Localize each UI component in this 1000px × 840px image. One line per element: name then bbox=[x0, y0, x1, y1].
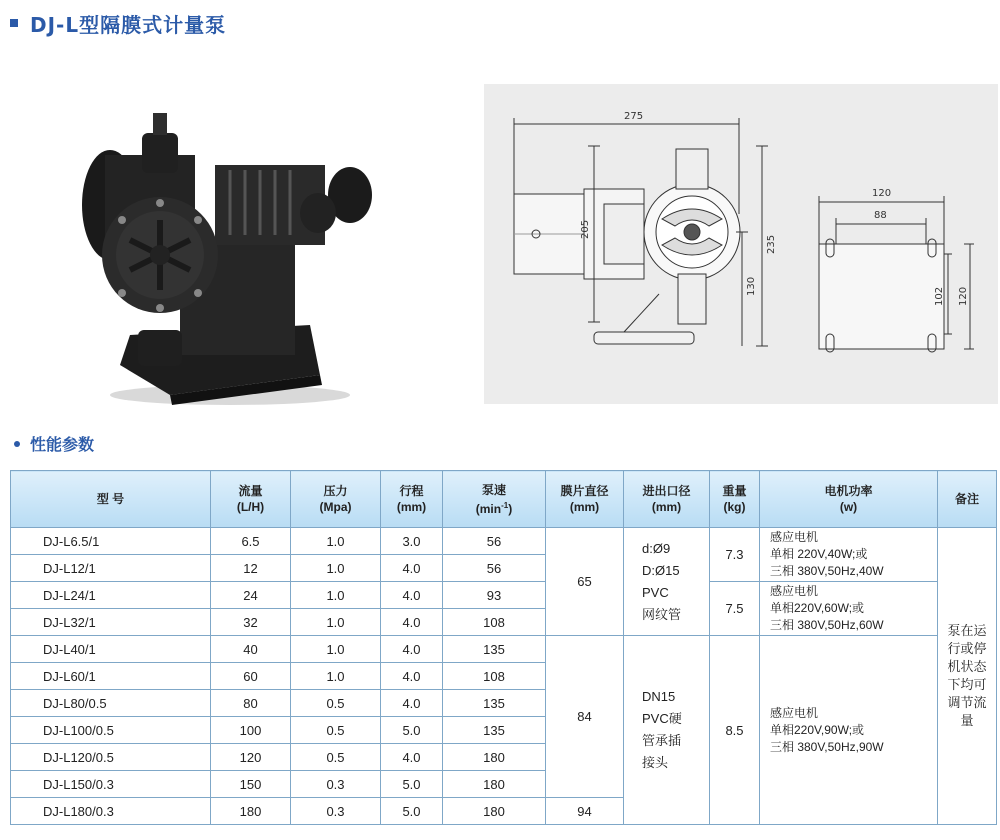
cell-motor: 感应电机 单相220V,90W;或 三相 380V,50Hz,90W bbox=[760, 636, 938, 825]
cell-pressure: 0.5 bbox=[291, 717, 381, 744]
cell-diaphragm: 94 bbox=[546, 798, 624, 825]
dim-205: 205 bbox=[580, 219, 591, 239]
cell-speed: 56 bbox=[443, 555, 546, 582]
cell-flow: 32 bbox=[211, 609, 291, 636]
cell-speed: 135 bbox=[443, 636, 546, 663]
cell-model: DJ-L100/0.5 bbox=[11, 717, 211, 744]
cell-stroke: 4.0 bbox=[381, 609, 443, 636]
cell-speed: 93 bbox=[443, 582, 546, 609]
cell-diaphragm: 65 bbox=[546, 528, 624, 636]
cell-pressure: 0.5 bbox=[291, 744, 381, 771]
cell-stroke: 3.0 bbox=[381, 528, 443, 555]
cell-stroke: 4.0 bbox=[381, 663, 443, 690]
section-label: 性能参数 bbox=[30, 435, 95, 454]
cell-pressure: 1.0 bbox=[291, 555, 381, 582]
cell-model: DJ-L120/0.5 bbox=[11, 744, 211, 771]
header-stroke: 行程 (mm) bbox=[381, 471, 443, 528]
header-model: 型 号 bbox=[11, 471, 211, 528]
cell-model: DJ-L150/0.3 bbox=[11, 771, 211, 798]
table-row bbox=[11, 528, 997, 555]
header-speed: 泵速 $(\min^{-1})$ bbox=[443, 471, 546, 528]
dim-88: 88 bbox=[874, 210, 887, 221]
dim-120-top: 120 bbox=[872, 188, 892, 199]
cell-model: DJ-L80/0.5 bbox=[11, 690, 211, 717]
table-header-row bbox=[11, 471, 997, 528]
cell-flow: 12 bbox=[211, 555, 291, 582]
header-port: 进出口径 (mm) bbox=[624, 471, 710, 528]
cell-diaphragm: 84 bbox=[546, 636, 624, 798]
page-header bbox=[10, 8, 226, 38]
cell-stroke: 5.0 bbox=[381, 798, 443, 825]
cell-model: DJ-L180/0.3 bbox=[11, 798, 211, 825]
dim-275: 275 bbox=[624, 111, 644, 122]
cell-model: DJ-L60/1 bbox=[11, 663, 211, 690]
cell-pressure: 0.3 bbox=[291, 771, 381, 798]
title-bullet bbox=[10, 19, 18, 27]
cell-speed: 108 bbox=[443, 609, 546, 636]
cell-port: DN15 PVC硬 管承插 接头 bbox=[624, 636, 710, 825]
cell-pressure: 1.0 bbox=[291, 528, 381, 555]
dimension-drawing bbox=[484, 84, 998, 404]
cell-pressure: 1.0 bbox=[291, 582, 381, 609]
cell-stroke: 4.0 bbox=[381, 636, 443, 663]
cell-weight: 7.5 bbox=[710, 582, 760, 636]
cell-motor: 感应电机 单相220V,60W;或 三相 380V,50Hz,60W bbox=[760, 582, 938, 636]
header-diaphragm: 膜片直径 (mm) bbox=[546, 471, 624, 528]
header-pressure: 压力 (Mpa) bbox=[291, 471, 381, 528]
cell-stroke: 5.0 bbox=[381, 717, 443, 744]
header-note: 备注 bbox=[938, 471, 997, 528]
cell-model: DJ-L32/1 bbox=[11, 609, 211, 636]
cell-port: d:Ø9 D:Ø15 PVC 网纹管 bbox=[624, 528, 710, 636]
cell-flow: 100 bbox=[211, 717, 291, 744]
cell-model: DJ-L6.5/1 bbox=[11, 528, 211, 555]
cell-model: DJ-L24/1 bbox=[11, 582, 211, 609]
table-row bbox=[11, 582, 997, 609]
cell-speed: 108 bbox=[443, 663, 546, 690]
cell-flow: 150 bbox=[211, 771, 291, 798]
cell-stroke: 5.0 bbox=[381, 771, 443, 798]
cell-flow: 60 bbox=[211, 663, 291, 690]
header-motor: 电机功率 (w) bbox=[760, 471, 938, 528]
dim-130: 130 bbox=[746, 276, 757, 296]
cell-flow: 80 bbox=[211, 690, 291, 717]
cell-stroke: 4.0 bbox=[381, 744, 443, 771]
cell-flow: 40 bbox=[211, 636, 291, 663]
cell-pressure: 0.3 bbox=[291, 798, 381, 825]
cell-speed: 135 bbox=[443, 717, 546, 744]
page-title: DJ-L型隔膜式计量泵 bbox=[30, 12, 227, 37]
cell-weight: 7.3 bbox=[710, 528, 760, 582]
cell-speed: 180 bbox=[443, 771, 546, 798]
dim-120-side: 120 bbox=[958, 286, 969, 306]
pump-photo bbox=[60, 95, 390, 415]
cell-speed: 135 bbox=[443, 690, 546, 717]
cell-pressure: 1.0 bbox=[291, 663, 381, 690]
cell-pressure: 0.5 bbox=[291, 690, 381, 717]
cell-model: DJ-L12/1 bbox=[11, 555, 211, 582]
dim-235: 235 bbox=[766, 234, 777, 254]
section-bullet bbox=[14, 441, 20, 447]
dim-102: 102 bbox=[934, 286, 945, 306]
cell-flow: 6.5 bbox=[211, 528, 291, 555]
cell-flow: 24 bbox=[211, 582, 291, 609]
cell-motor: 感应电机 单相 220V,40W;或 三相 380V,50Hz,40W bbox=[760, 528, 938, 582]
performance-table bbox=[10, 470, 997, 825]
cell-pressure: 1.0 bbox=[291, 609, 381, 636]
section-heading bbox=[14, 432, 94, 455]
cell-flow: 180 bbox=[211, 798, 291, 825]
cell-stroke: 4.0 bbox=[381, 555, 443, 582]
table-row bbox=[11, 636, 997, 663]
cell-stroke: 4.0 bbox=[381, 582, 443, 609]
cell-model: DJ-L40/1 bbox=[11, 636, 211, 663]
cell-flow: 120 bbox=[211, 744, 291, 771]
cell-stroke: 4.0 bbox=[381, 690, 443, 717]
header-flow: 流量 (L/H) bbox=[211, 471, 291, 528]
cell-weight: 8.5 bbox=[710, 636, 760, 825]
header-weight: 重量 (kg) bbox=[710, 471, 760, 528]
cell-speed: 180 bbox=[443, 744, 546, 771]
cell-speed: 180 bbox=[443, 798, 546, 825]
cell-pressure: 1.0 bbox=[291, 636, 381, 663]
cell-note: 泵在运 行或停 机状态 下均可 调节流 量 bbox=[938, 528, 997, 825]
cell-speed: 56 bbox=[443, 528, 546, 555]
